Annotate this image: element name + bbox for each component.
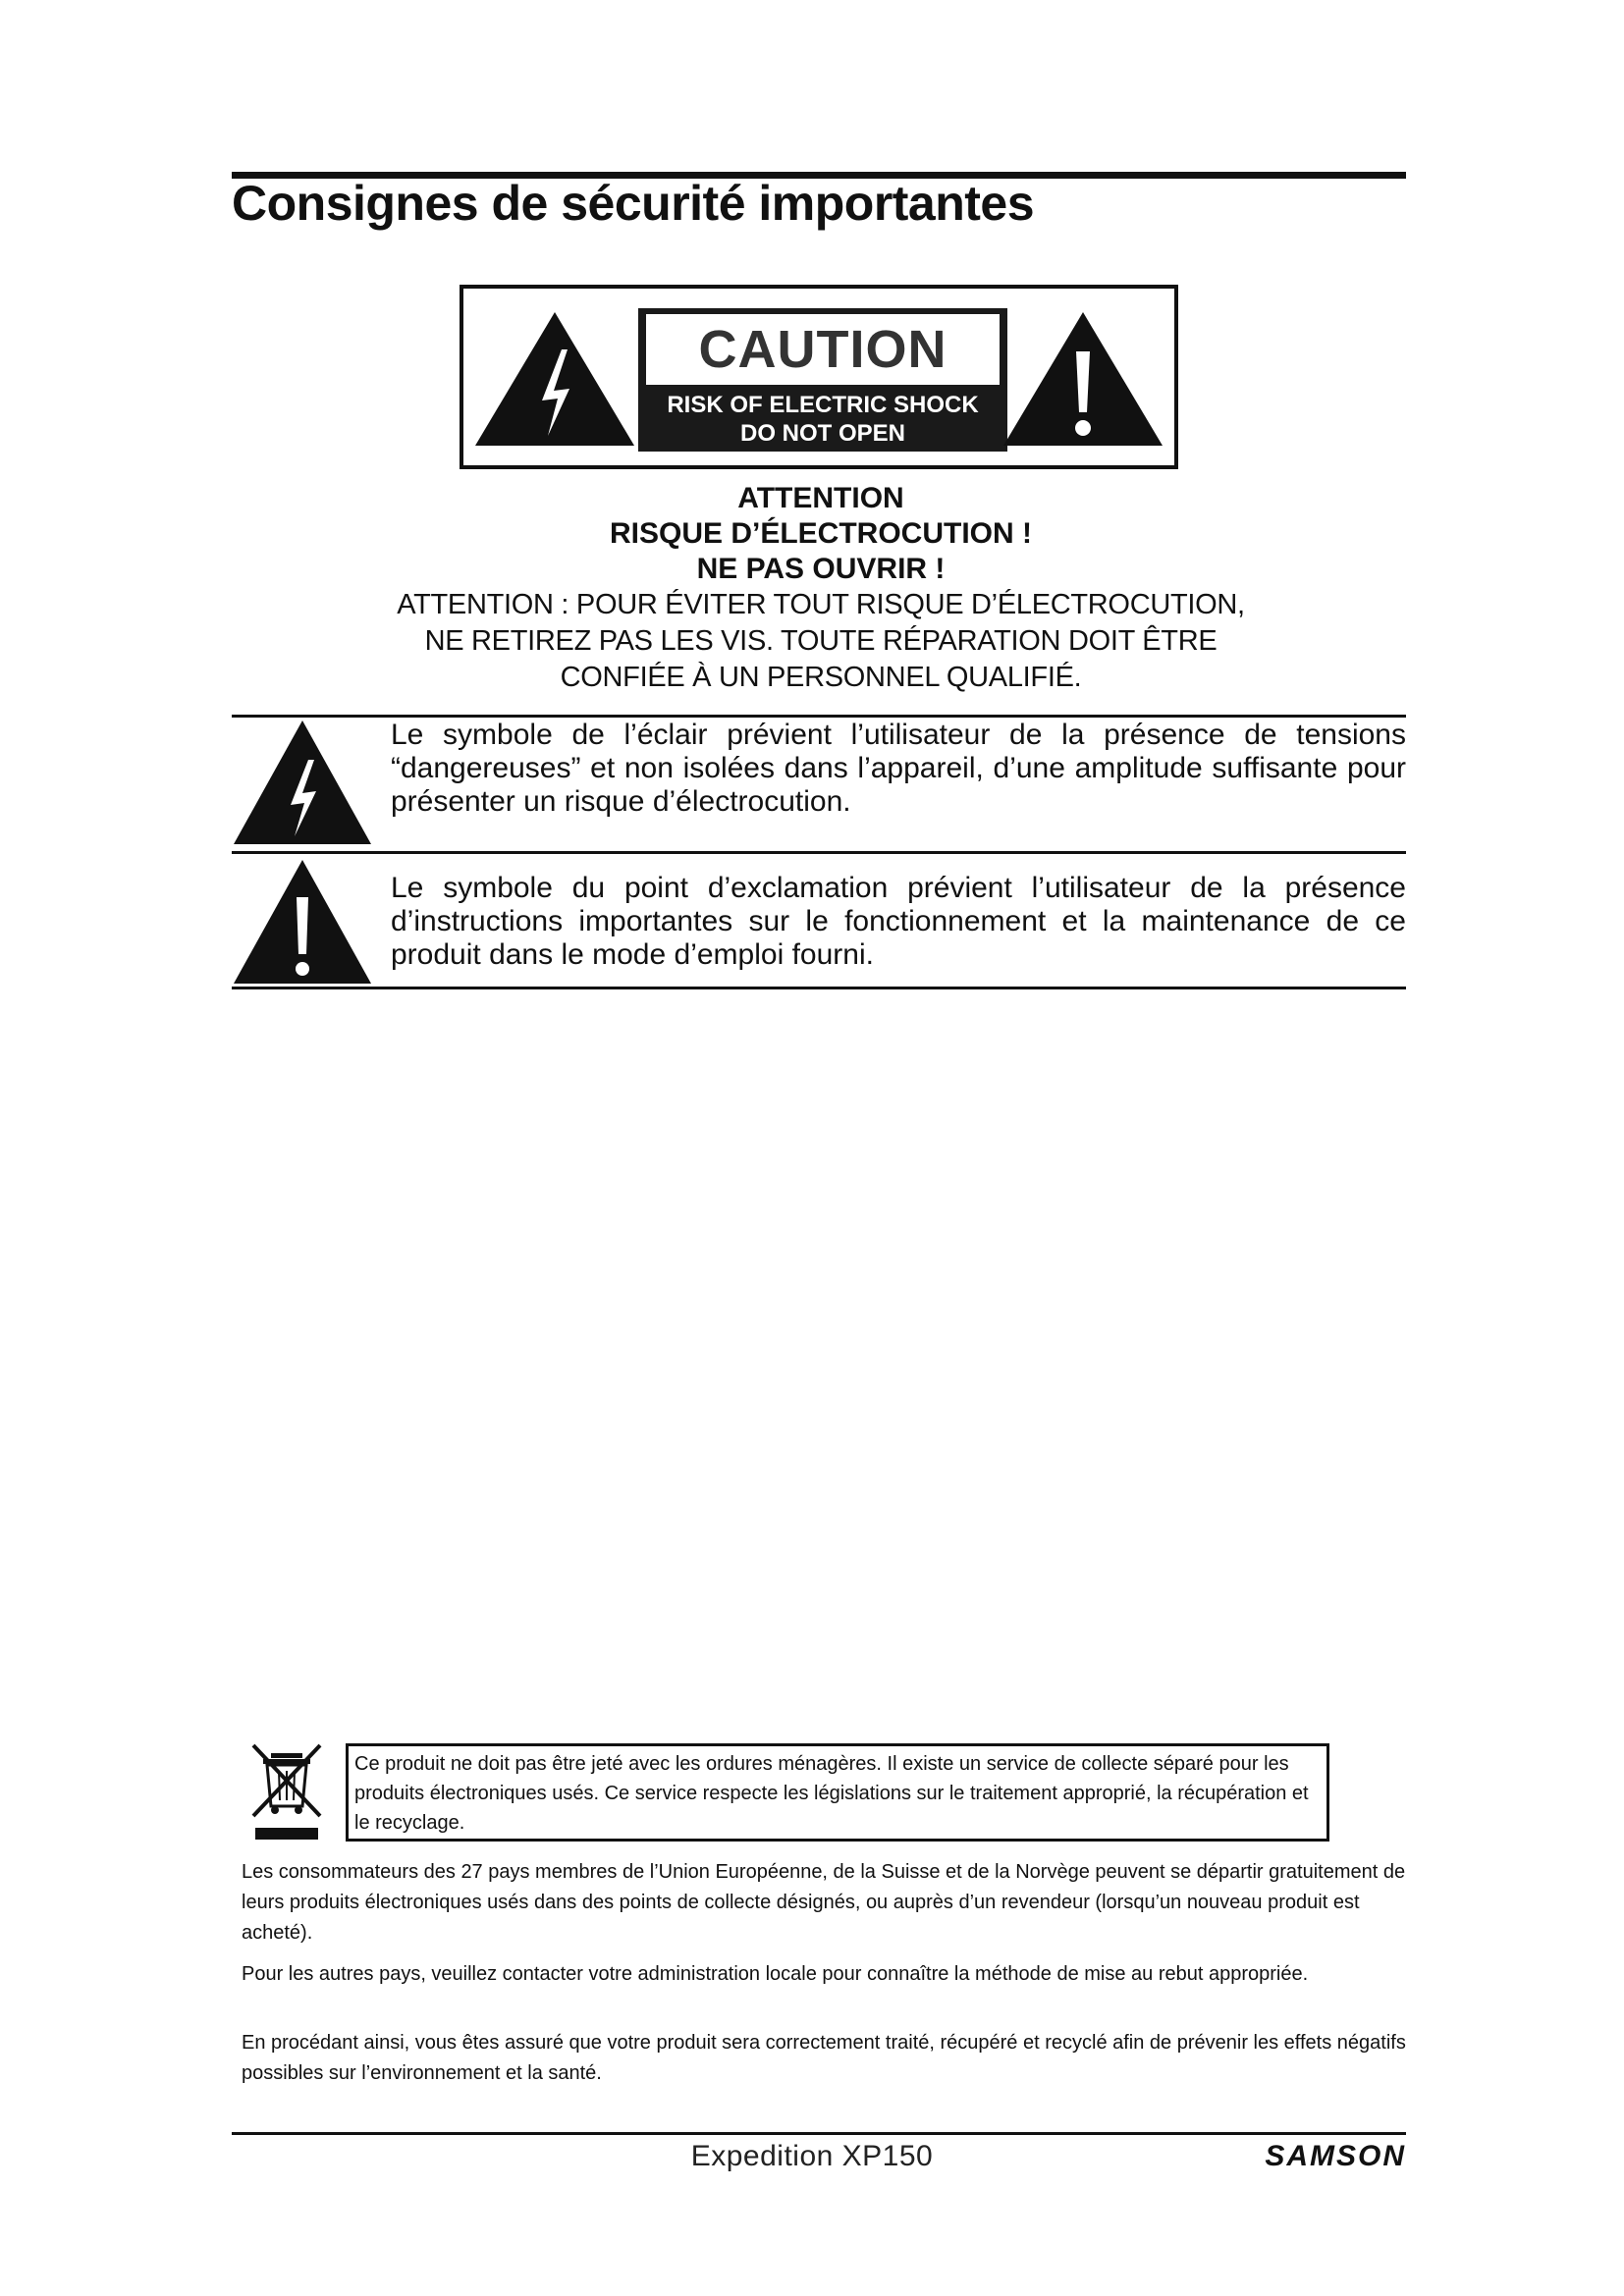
caution-line-2: DO NOT OPEN [739, 420, 905, 447]
attention-line-6: CONFIÉE À UN PERSONNEL QUALIFIÉ. [560, 662, 1082, 693]
exclamation-warning-icon [232, 858, 373, 986]
caution-label [460, 285, 1178, 469]
weee-notice-box: Ce produit ne doit pas être jeté avec les ordures ménagères. Il existe un service de collecte séparé pour les produits électroniques usés. Ce service respecte les législations sur le traitement approprié, la récupération et le recyclage. [346, 1743, 1329, 1842]
lightning-symbol-text: Le symbole de l’éclair prévient l’utilisateur de la présence de tensions “dangereuses” et non isolées dans l’appareil, d’une amplitude suffisante pour présenter un risque d’électrocution. [391, 719, 1406, 818]
weee-paragraph-1: Les consommateurs des 27 pays membres de l’Union Européenne, de la Suisse et de la Norvège peuvent se départir gratuitement de leurs produits électroniques usés dans des points de collecte désignés, ou auprès d’un revendeur (lorsqu’un nouveau produit est acheté). [242, 1861, 1406, 1944]
weee-paragraph-2: Pour les autres pays, veuillez contacter votre administration locale pour connaître la méthode de mise au rebut appropriée. [242, 1963, 1309, 1985]
exclamation-symbol-text: Le symbole du point d’exclamation prévient l’utilisateur de la présence d’instructions importantes sur le fonctionnement et la maintenance de ce produit dans le mode d’emploi fourni. [391, 872, 1406, 971]
footer-brand-logo: SAMSON [1265, 2140, 1406, 2172]
lightning-warning-icon [473, 310, 636, 448]
exclamation-warning-icon [1001, 310, 1164, 448]
weee-paragraph-3: En procédant ainsi, vous êtes assuré que votre produit sera correctement traité, récupéré et recyclé afin de prévenir les effets négatifs possibles sur l’environnement et la santé. [242, 2032, 1406, 2084]
attention-line-3: NE PAS OUVRIR ! [696, 553, 946, 585]
divider [232, 715, 1406, 718]
footer-rule [232, 2132, 1406, 2135]
lightning-warning-icon [232, 719, 373, 846]
divider [232, 851, 1406, 854]
attention-line-1: ATTENTION [737, 482, 904, 514]
attention-block [330, 481, 1312, 696]
caution-line-1: RISK OF ELECTRIC SHOCK [667, 392, 979, 418]
caution-word: CAUTION [646, 314, 1000, 385]
attention-line-2: RISQUE D’ÉLECTROCUTION ! [609, 517, 1032, 550]
attention-line-4: ATTENTION : POUR ÉVITER TOUT RISQUE D’ÉLECTROCUTION, [397, 589, 1245, 620]
page-title: Consignes de sécurité importantes [232, 176, 1035, 231]
footer-model-name: Expedition XP150 [690, 2140, 934, 2172]
attention-line-5: NE RETIREZ PAS LES VIS. TOUTE RÉPARATION DOIT ÊTRE [424, 625, 1218, 657]
caution-subtext [638, 391, 1007, 448]
crossed-bin-icon [249, 1741, 324, 1843]
divider [232, 987, 1406, 989]
caution-panel [638, 308, 1007, 452]
